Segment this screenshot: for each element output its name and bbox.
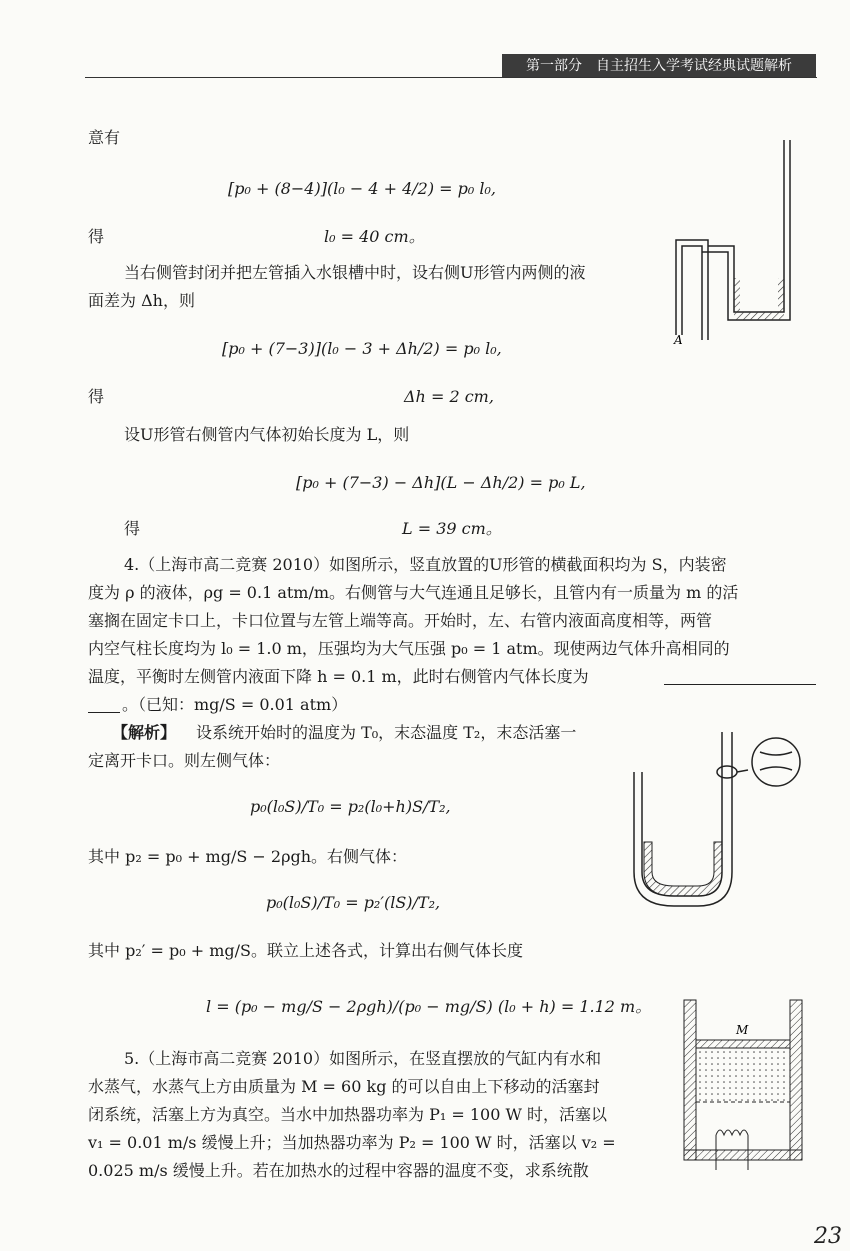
problem-4-line: 塞搁在固定卡口上，卡口位置与左管上端等高。开始时，左、右管内液面高度相等，两管 [88,611,713,630]
text-line: 意有 [88,128,121,147]
text-line: 得 [88,227,105,246]
analysis-label: 【解析】 [112,723,177,742]
text-line: 设系统开始时的温度为 T₀，末态温度 T₂，末态活塞一 [196,723,577,742]
problem-5-line: 5.（上海市高二竞赛 2010）如图所示，在竖直摆放的气缸内有水和 [124,1049,602,1068]
running-header: 第一部分 自主招生入学考试经典试题解析 [502,54,816,78]
text-line: 面差为 Δh，则 [88,291,195,310]
equation: p₀(l₀S)/T₀ = p₂′(lS)/T₂, [266,893,441,912]
equation: [p₀ + (7−3) − Δh](L − Δh/2) = p₀ L, [296,473,586,492]
text-line: 当右侧管封闭并把左管插入水银槽中时，设右侧U形管内两侧的液 [124,263,586,282]
equation-result: L = 39 cm。 [402,519,502,538]
answer-blank [664,684,816,685]
equation: [p₀ + (8−4)](l₀ − 4 + 4/2) = p₀ l₀, [228,179,497,198]
answer-blank [88,712,120,713]
problem-5-line: 0.025 m/s 缓慢上升。若在加热水的过程中容器的温度不变，求系统散 [88,1161,589,1180]
cylinder-figure [680,990,816,1180]
problem-5-line: 水蒸气，水蒸气上方由质量为 M = 60 kg 的可以自由上下移动的活塞封 [88,1077,600,1096]
problem-5-line: 闭系统，活塞上方为真空。当水中加热器功率为 P₁ = 100 W 时，活塞以 [88,1105,608,1124]
text-line: 定离开卡口。则左侧气体： [88,751,281,770]
problem-4-line: 内空气柱长度均为 l₀ = 1.0 m，压强均为大气压强 p₀ = 1 atm。现使两边气体升高相同的 [88,639,730,658]
header-rule [85,77,817,78]
problem-4-line: 度为 ρ 的液体，ρg = 0.1 atm/m。右侧管与大气连通且足够长，且管内有一质量为 m 的活 [88,583,739,602]
point-a-label: A [674,333,683,347]
text-line: 其中 p₂ = p₀ + mg/S − 2ρgh。右侧气体： [88,847,408,866]
equation: l = (p₀ − mg/S − 2ρgh)/(p₀ − mg/S) (l₀ + h) = 1.12 m。 [206,997,652,1016]
text-line: 得 [124,519,141,538]
equation-result: l₀ = 40 cm。 [324,227,425,246]
equation: p₀(l₀S)/T₀ = p₂(l₀+h)S/T₂, [250,797,451,816]
piston-mass-label: M [736,1023,749,1037]
problem-4-line: 4.（上海市高二竞赛 2010）如图所示，竖直放置的U形管的横截面积均为 S，内装密 [124,555,727,574]
equation-result: Δh = 2 cm, [404,387,494,406]
problem-4-line: 。（已知：mg/S = 0.01 atm） [122,695,348,714]
problem-5-line: v₁ = 0.01 m/s 缓慢上升；当加热器功率为 P₂ = 100 W 时，活塞以 v₂ = [88,1133,616,1152]
u-tube-figure-1 [668,140,818,350]
text-line: 其中 p₂′ = p₀ + mg/S。联立上述各式，计算出右侧气体长度 [88,941,523,960]
page-number: 23 [814,1224,842,1249]
text-line: 得 [88,387,105,406]
u-tube-figure-2 [628,732,803,910]
problem-4-line: 温度，平衡时左侧管内液面下降 h = 0.1 m，此时右侧管内气体长度为 [88,667,589,686]
text-line: 设U形管右侧管内气体初始长度为 L，则 [124,425,410,444]
equation: [p₀ + (7−3)](l₀ − 3 + Δh/2) = p₀ l₀, [222,339,502,358]
